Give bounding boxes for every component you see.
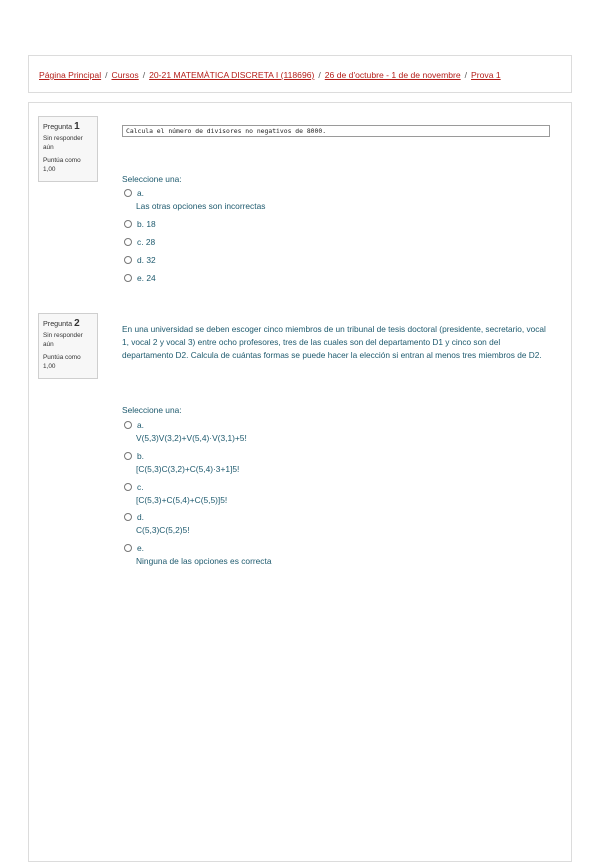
breadcrumb-separator: / bbox=[318, 70, 321, 80]
q1-option-a[interactable] bbox=[124, 188, 265, 211]
question-1-info bbox=[38, 116, 98, 182]
breadcrumb-container bbox=[28, 55, 572, 93]
quiz-content bbox=[28, 102, 572, 862]
option-text: 32 bbox=[146, 255, 156, 265]
question-label: Pregunta bbox=[43, 122, 73, 131]
question-1-prompt: Seleccione una: bbox=[122, 174, 182, 184]
option-letter: d. bbox=[137, 255, 144, 265]
radio-button[interactable] bbox=[124, 544, 132, 552]
q2-option-a[interactable] bbox=[124, 420, 247, 443]
question-1-text: Calcula el número de divisores no negativos de 8000. bbox=[122, 125, 550, 137]
q1-option-b[interactable] bbox=[124, 219, 156, 229]
option-text: [C(5,3)+C(5,4)+C(5,5)]5! bbox=[136, 495, 228, 505]
question-2-text: En una universidad se deben escoger cinco miembros de un tribunal de tesis doctoral (presidente, secretario, vocal 1, vocal 2 y vocal 3) entre ocho profesores, tres de las cuales son del departamento D1 y cinco son del departamento D2. Calcula de cuántas formas se puede hacer la elección si entran al menos tres miembros de D2. bbox=[122, 324, 546, 360]
q1-option-c[interactable] bbox=[124, 237, 155, 247]
breadcrumb-separator: / bbox=[105, 70, 108, 80]
option-text: C(5,3)C(5,2)5! bbox=[136, 525, 190, 535]
option-letter: e. bbox=[137, 543, 144, 553]
option-letter: c. bbox=[137, 482, 144, 492]
question-2-number bbox=[43, 318, 93, 329]
option-text: 24 bbox=[146, 273, 156, 283]
q2-option-c[interactable] bbox=[124, 482, 227, 505]
q2-option-d[interactable] bbox=[124, 512, 190, 535]
option-text: [C(5,3)C(3,2)+C(5,4)·3+1]5! bbox=[136, 464, 240, 474]
question-1-number bbox=[43, 121, 93, 132]
q2-option-e[interactable] bbox=[124, 543, 271, 566]
option-letter: d. bbox=[137, 512, 144, 522]
option-letter: b. bbox=[137, 219, 144, 229]
radio-button[interactable] bbox=[124, 452, 132, 460]
question-1-status: Sin responder aún bbox=[43, 135, 83, 151]
option-text: V(5,3)V(3,2)+V(5,4)·V(3,1)+5! bbox=[136, 433, 247, 443]
option-letter: b. bbox=[137, 451, 144, 461]
q1-option-e[interactable] bbox=[124, 273, 156, 283]
question-2-grade: Puntúa como 1,00 bbox=[43, 354, 81, 370]
breadcrumb-week-link[interactable]: 26 de d'octubre - 1 de de novembre bbox=[324, 70, 461, 80]
option-letter: c. bbox=[137, 237, 144, 247]
question-label: Pregunta bbox=[43, 319, 73, 328]
q1-option-d[interactable] bbox=[124, 255, 156, 265]
question-number: 2 bbox=[74, 318, 80, 329]
question-2-prompt: Seleccione una: bbox=[122, 405, 182, 415]
radio-button[interactable] bbox=[124, 256, 132, 264]
option-text: Las otras opciones son incorrectas bbox=[136, 201, 266, 211]
question-1-grade: Puntúa como 1,00 bbox=[43, 157, 81, 173]
question-2-info bbox=[38, 313, 98, 379]
breadcrumb bbox=[39, 70, 501, 80]
question-number: 1 bbox=[74, 121, 80, 132]
breadcrumb-home-link[interactable]: Página Principal bbox=[39, 70, 102, 80]
question-2-status: Sin responder aún bbox=[43, 332, 83, 348]
radio-button[interactable] bbox=[124, 483, 132, 491]
option-letter: a. bbox=[137, 420, 144, 430]
q2-option-b[interactable] bbox=[124, 451, 239, 474]
radio-button[interactable] bbox=[124, 220, 132, 228]
breadcrumb-separator: / bbox=[464, 70, 468, 80]
breadcrumb-course-link[interactable]: 20-21 MATEMÀTICA DISCRETA I (118696) bbox=[149, 70, 315, 80]
breadcrumb-separator: / bbox=[142, 70, 146, 80]
option-text: 18 bbox=[146, 219, 156, 229]
radio-button[interactable] bbox=[124, 189, 132, 197]
option-letter: a. bbox=[137, 188, 144, 198]
radio-button[interactable] bbox=[124, 274, 132, 282]
radio-button[interactable] bbox=[124, 421, 132, 429]
breadcrumb-quiz-link[interactable]: Prova 1 bbox=[471, 70, 501, 80]
option-letter: e. bbox=[137, 273, 144, 283]
radio-button[interactable] bbox=[124, 238, 132, 246]
option-text: Ninguna de las opciones es correcta bbox=[136, 556, 272, 566]
radio-button[interactable] bbox=[124, 513, 132, 521]
option-text: 28 bbox=[145, 237, 156, 247]
breadcrumb-courses-link[interactable]: Cursos bbox=[111, 70, 139, 80]
